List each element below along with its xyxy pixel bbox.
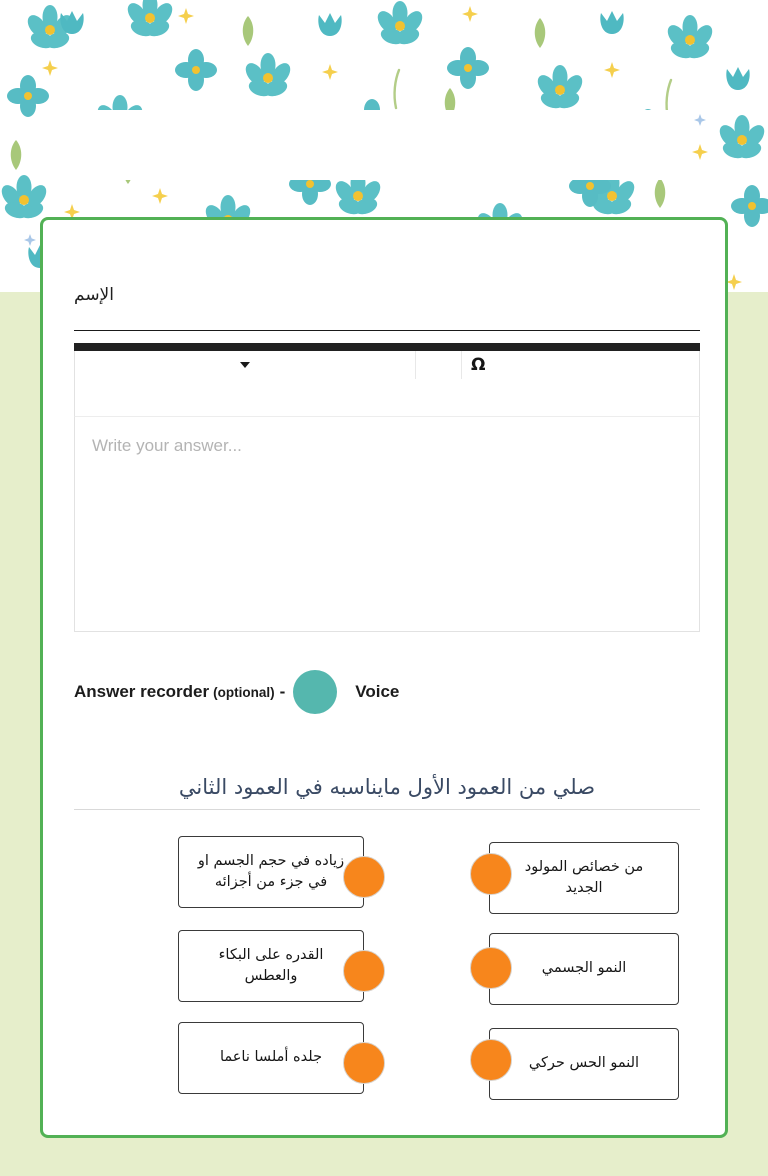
answer-recorder-dash: -: [279, 682, 286, 701]
question-block: [74, 775, 700, 810]
name-field-label: الإسم: [74, 285, 114, 305]
header-title-banner: [82, 110, 690, 180]
match-connector-dot-left[interactable]: [343, 950, 385, 992]
matching-exercise: [74, 832, 700, 1111]
question-heading: صلي من العمود الأول مايناسبه في العمود الثاني: [178, 775, 596, 799]
answer-placeholder: Write your answer...: [92, 436, 242, 455]
table-row: [74, 1018, 700, 1108]
table-row: [74, 832, 700, 922]
table-row: [74, 925, 700, 1015]
match-connector-dot-right[interactable]: [470, 1039, 512, 1081]
name-input[interactable]: [74, 311, 700, 331]
match-option-right[interactable]: النمو الجسمي: [489, 933, 679, 1005]
question-divider: [74, 809, 700, 810]
name-field-group: [74, 285, 700, 331]
toolbar-group-blank: [416, 351, 462, 379]
match-connector-dot-left[interactable]: [343, 856, 385, 898]
match-connector-dot-left[interactable]: [343, 1042, 385, 1084]
match-connector-dot-right[interactable]: [470, 853, 512, 895]
match-option-left[interactable]: القدره على البكاء والعطس: [178, 930, 364, 1002]
match-option-left[interactable]: جلده أملسا ناعما: [178, 1022, 364, 1094]
match-option-right[interactable]: النمو الحس حركي: [489, 1028, 679, 1100]
answer-recorder-label: Answer recorder: [74, 682, 210, 701]
voice-record-button[interactable]: [293, 670, 337, 714]
match-option-left[interactable]: زياده في حجم الجسم او في جزء من أجزائه: [178, 836, 364, 908]
match-option-right[interactable]: من خصائص المولود الجديد: [489, 842, 679, 914]
style-dropdown[interactable]: [75, 351, 416, 379]
editor-toolbar: [74, 351, 700, 416]
answer-textarea[interactable]: [74, 416, 700, 632]
worksheet-card: [40, 217, 728, 1138]
match-connector-dot-right[interactable]: [470, 947, 512, 989]
answer-recorder-row: [74, 668, 399, 716]
omega-icon: Ω: [471, 354, 486, 375]
editor-top-bar: [74, 343, 700, 351]
voice-label: Voice: [355, 682, 400, 701]
chevron-down-icon: [240, 362, 250, 368]
answer-recorder-optional-label: (optional): [213, 684, 275, 700]
special-character-button[interactable]: [462, 351, 532, 379]
answer-editor: [74, 343, 700, 632]
